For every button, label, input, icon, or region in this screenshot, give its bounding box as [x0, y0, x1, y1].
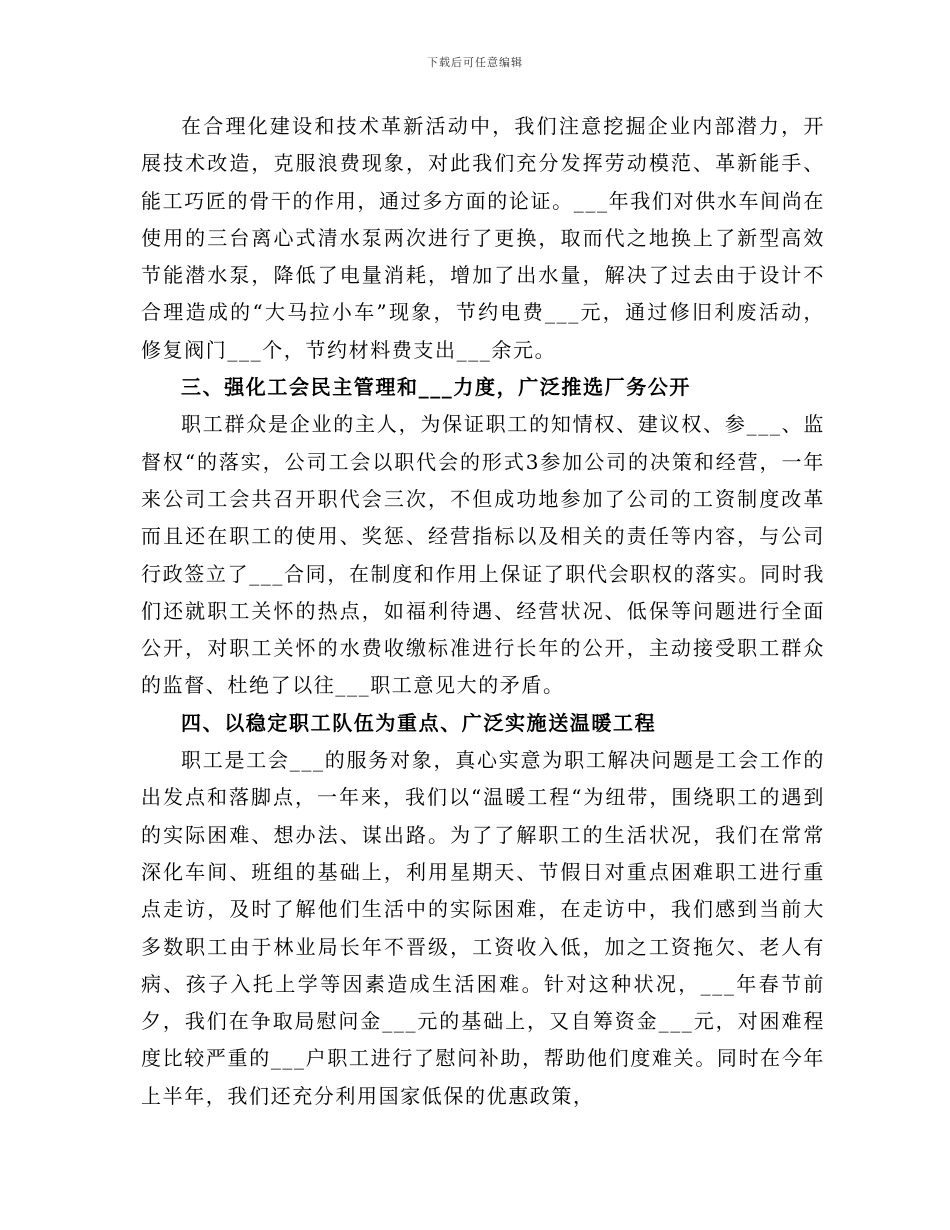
- section-heading-4: 四、以稳定职工队伍为重点、广泛实施送温暖工程: [181, 710, 657, 735]
- paragraph-warmth-project: 职工是工会___的服务对象，真心实意为职工解决问题是工会工作的出发点和落脚点，一年来，我们以“温暖工程“为纽带，围绕职工的遇到的实际困难、想办法、谋出路。为了了解职工的生活状况，我们在常常深化车间、班组的基础上，利用星期天、节假日对重点困难职工进行重点走访，及时了解他们生活中的实际困难，在走访中，我们感到当前大多数职工由于林业局长年不晋级，工资收入低，加之工资拖欠、老人有病、孩子入托上学等因素造成生活困难。针对这种状况，___年春节前夕，我们在争取局慰问金___元的基础上，又自筹资金___元，对困难程度比较严重的___户职工进行了慰问补助，帮助他们度难关。同时在今年上半年，我们还充分利用国家低保的优惠政策，: [141, 748, 825, 1108]
- section-heading-3: 三、强化工会民主管理和___力度，广泛推选厂务公开: [181, 375, 691, 400]
- paragraph-technical-innovation: 在合理化建设和技术革新活动中，我们注意挖掘企业内部潜力，开展技术改造，克服浪费现象，对此我们充分发挥劳动模范、革新能手、能工巧匠的骨干的作用，通过多方面的论证。___年我们对供水车间尚在使用的三台离心式清水泵两次进行了更换，取而代之地换上了新型高效节能潜水泵，降低了电量消耗，增加了出水量，解决了过去由于设计不合理造成的“大马拉小车”现象，节约电费___元，通过修旧利废活动，修复阀门___个，节约材料费支出___余元。: [141, 114, 825, 362]
- page-header: 下载后可任意编辑: [427, 56, 523, 69]
- paragraph-democratic-management: 职工群众是企业的主人，为保证职工的知情权、建议权、参___、监督权“的落实，公司工会以职代会的形式3参加公司的决策和经营，一年来公司工会共召开职代会三次，不但成功地参加了公司的工资制度改革而且还在职工的使用、奖惩、经营指标以及相关的责任等内容，与公司行政签立了___合同，在制度和作用上保证了职代会职权的落实。同时我们还就职工关怀的热点，如福利待遇、经营状况、低保等问题进行全面公开，对职工关怀的水费收缴标准进行长年的公开，主动接受职工群众的监督、杜绝了以往___职工意见大的矛盾。: [141, 412, 825, 698]
- document-body: [141, 108, 825, 1115]
